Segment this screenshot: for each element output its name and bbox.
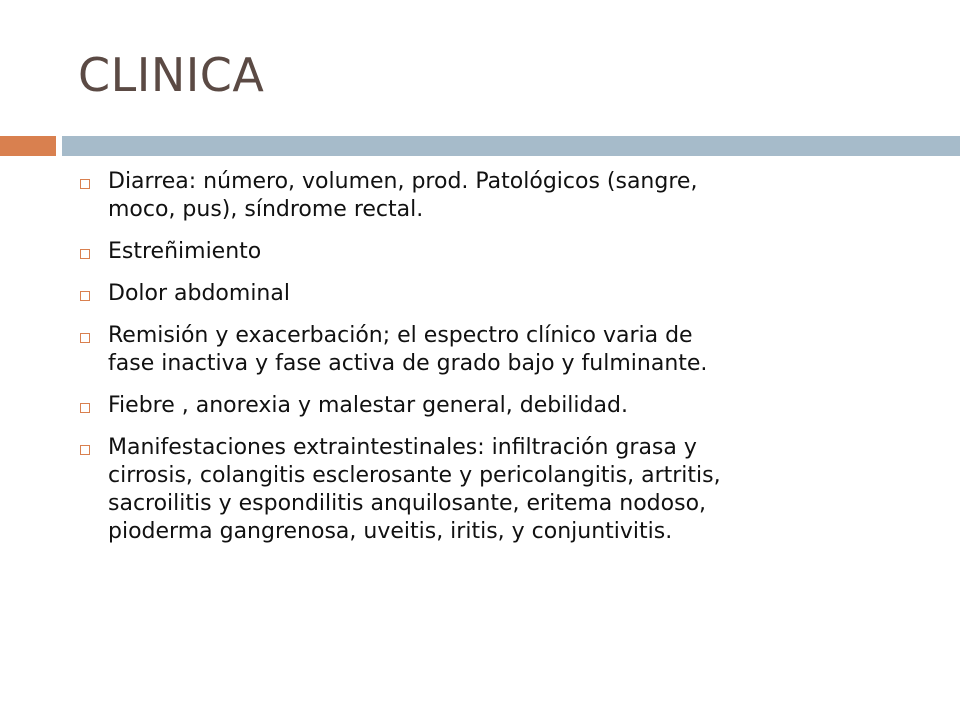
bullet-item: [80, 238, 908, 266]
bullet-line: Fiebre , anorexia y malestar general, debilidad.: [108, 393, 628, 418]
slide-title: CLINICA: [78, 48, 265, 102]
bullet-item: [80, 168, 908, 224]
hollow-square-icon: [80, 179, 90, 189]
bullet-text: [108, 434, 908, 546]
hollow-square-icon: [80, 249, 90, 259]
bullet-line: Estreñimiento: [108, 239, 262, 264]
bullet-item: [80, 392, 908, 420]
bullet-text: [108, 322, 908, 378]
bullet-text: [108, 238, 908, 266]
bullet-item: [80, 434, 908, 546]
bullet-line: Dolor abdominal: [108, 281, 290, 306]
bullet-text: [108, 280, 908, 308]
bullet-line: sacroilitis y espondilitis anquilosante, eritema nodoso,: [108, 491, 707, 516]
bullet-item: [80, 280, 908, 308]
bullet-line: fase inactiva y fase activa de grado bajo y fulminante.: [108, 351, 708, 376]
accent-bar-blue-grey: [62, 136, 960, 156]
hollow-square-icon: [80, 445, 90, 455]
accent-bar-orange: [0, 136, 56, 156]
hollow-square-icon: [80, 333, 90, 343]
bullet-line: Remisión y exacerbación; el espectro clínico varia de: [108, 323, 693, 348]
bullet-text: [108, 392, 908, 420]
bullet-line: cirrosis, colangitis esclerosante y pericolangitis, artritis,: [108, 463, 721, 488]
bullet-line: moco, pus), síndrome rectal.: [108, 197, 424, 222]
bullet-line: Manifestaciones extraintestinales: infiltración grasa y: [108, 435, 697, 460]
bullet-item: [80, 322, 908, 378]
bullet-list: [80, 168, 908, 560]
bullet-line: Diarrea: número, volumen, prod. Patológicos (sangre,: [108, 169, 698, 194]
hollow-square-icon: [80, 403, 90, 413]
bullet-text: [108, 168, 908, 224]
bullet-line: pioderma gangrenosa, uveitis, iritis, y conjuntivitis.: [108, 519, 673, 544]
hollow-square-icon: [80, 291, 90, 301]
